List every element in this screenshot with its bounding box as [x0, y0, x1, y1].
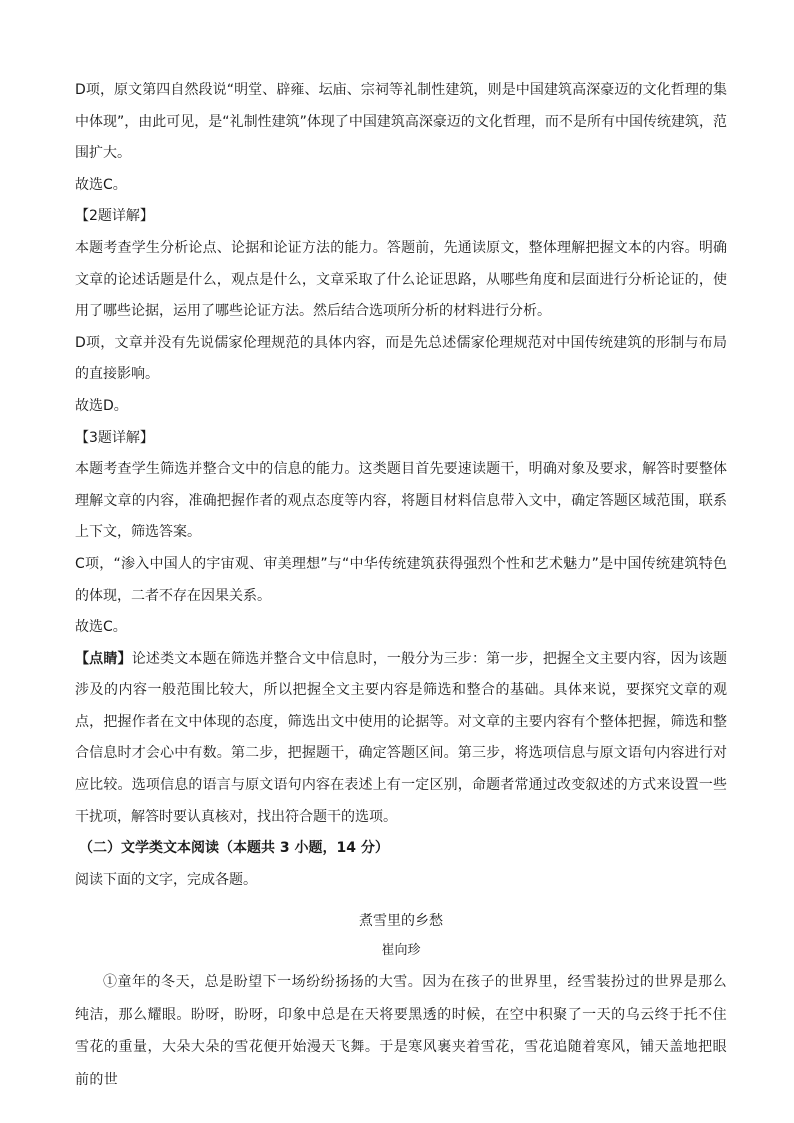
answer-choice: 故选C。: [75, 619, 127, 636]
tip-text: 论述类文本题在筛选并整合文中信息时，一般分为三步：第一步，把握全文主要内容，因为该题涉及的内容一般范围比较大，所以把握全文主要内容是筛选和整合的基础。具体来说，要探究文章的观点，把握作者在文中体现的态度，筛选出文中使用的论据等。对文章的主要内容有个整体把握，筛选和整合信息时才会心中有数。第二步，把握题干，确定答题区间。第三步，将选项信息与原文语句内容进行对应比较。选项信息的语言与原文语句内容在表述上有一定区别，命题者常通过改变叙述的方式来设置一些干扰项，解答时要认真核对，找出符合题干的选项。: [75, 650, 728, 825]
answer-paragraph-d: D项，原文第四自然段说“明堂、辟雍、坛庙、宗祠等礼制性建筑，则是中国建筑高深豪迈的文化哲理的集中体现”，由此可见，是“礼制性建筑”体现了中国建筑高深豪迈的文化哲理，而不是所有中国传统建筑，范围扩大。: [75, 82, 727, 162]
tip-label: 【点睛】: [75, 650, 132, 667]
story-author: 崔向珍: [381, 943, 421, 959]
section-heading: （二）文学类文本阅读（本题共 3 小题，14 分）: [79, 840, 389, 857]
document-content: [75, 75, 727, 1096]
analysis-paragraph: 本题考查学生筛选并整合文中的信息的能力。这类题目首先要速读题干，明确对象及要求，解答时要整体理解文章的内容，准确把握作者的观点态度等内容，将题目材料信息带入文中，确定答题区域范围，联系上下文，筛选答案。: [75, 461, 727, 541]
answer-paragraph-d: D项，文章并没有先说儒家伦理规范的具体内容，而是先总述儒家伦理规范对中国传统建筑的形制与布局的直接影响。: [75, 334, 727, 383]
answer-choice: 故选C。: [75, 176, 127, 193]
question-3-heading: 【3题详解】: [75, 429, 154, 446]
story-paragraph: ①童年的冬天，总是盼望下一场纷纷扬扬的大雪。因为在孩子的世界里，经雪装扮过的世界是那么纯洁，那么耀眼。盼呀，盼呀，印象中总是在天将要黑透的时候，在空中积聚了一天的乌云终于托不住雪花的重量，大朵大朵的雪花便开始漫天飞舞。于是寒风裹夹着雪花，雪花追随着寒风，铺天盖地把眼前的世: [75, 974, 727, 1088]
question-2-heading: 【2题详解】: [75, 208, 154, 225]
answer-paragraph-c: C项，“渗入中国人的宇宙观、审美理想”与“中华传统建筑获得强烈个性和艺术魅力”是中国传统建筑特色的体现，二者不存在因果关系。: [75, 555, 727, 604]
tip-paragraph: [75, 644, 727, 834]
section-instruction: 阅读下面的文字，完成各题。: [75, 871, 257, 888]
answer-choice: 故选D。: [75, 397, 128, 414]
analysis-paragraph: 本题考查学生分析论点、论据和论证方法的能力。答题前，先通读原文，整体理解把握文本的内容。明确文章的论述话题是什么，观点是什么，文章采取了什么论证思路，从哪些角度和层面进行分析论证的，使用了哪些论据，运用了哪些论证方法。然后结合选项所分析的材料进行分析。: [75, 239, 727, 320]
story-title: 煮雪里的乡愁: [359, 913, 443, 930]
